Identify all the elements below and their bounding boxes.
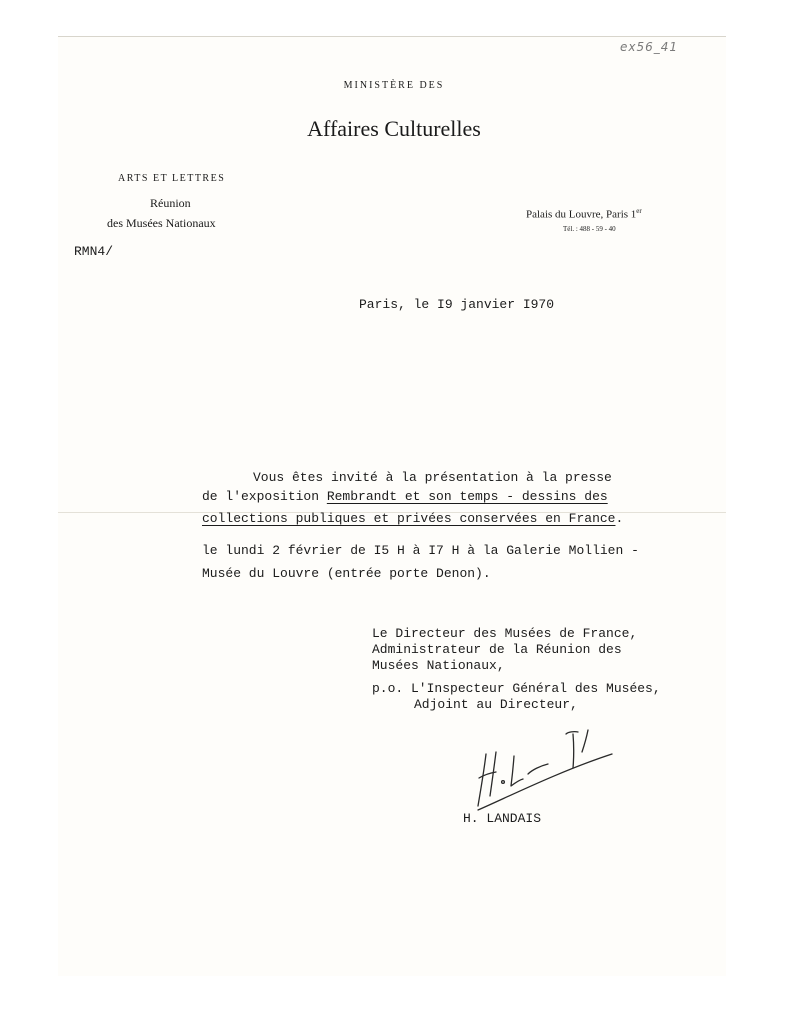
body-line-5: Musée du Louvre (entrée porte Denon). <box>202 566 491 581</box>
address-superscript: er <box>636 207 642 215</box>
handwritten-signature <box>470 726 620 818</box>
body-line-4: le lundi 2 février de I5 H à I7 H à la Galerie Mollien - <box>202 543 639 558</box>
exhibition-title-part-2: collections publiques et privées conservées en France <box>202 511 616 526</box>
department-subtitle-2: des Musées Nationaux <box>107 216 216 230</box>
phone-number: Tél. : 488 - 59 - 40 <box>563 225 616 233</box>
signatory-title-3: Musées Nationaux, <box>372 658 505 673</box>
archive-reference: ex56_41 <box>620 40 679 54</box>
letter-date: Paris, le I9 janvier I970 <box>359 297 555 312</box>
address-text: Palais du Louvre, Paris 1 <box>526 208 637 221</box>
department-subtitle-1: Réunion <box>150 196 191 210</box>
body-line-1: Vous êtes invité à la présentation à la presse <box>253 470 612 485</box>
signatory-title-5: Adjoint au Directeur, <box>414 697 578 712</box>
signatory-title-2: Administrateur de la Réunion des <box>372 642 622 657</box>
postal-address <box>526 207 642 221</box>
ministry-header-title: Affaires Culturelles <box>307 116 481 141</box>
page-top-edge <box>58 36 726 37</box>
department-name: ARTS ET LETTRES <box>118 173 226 184</box>
body-line-2-prefix: de l'exposition <box>202 489 327 504</box>
exhibition-title-part-1: Rembrandt et son temps - dessins des <box>326 489 608 504</box>
reference-code: RMN4/ <box>74 244 114 259</box>
ministry-header-small: MINISTÈRE DES <box>343 80 445 91</box>
body-line-2 <box>202 489 608 504</box>
signatory-name: H. LANDAIS <box>463 811 542 826</box>
body-line-3 <box>202 511 623 526</box>
signatory-title-4: p.o. L'Inspecteur Général des Musées, <box>372 681 661 696</box>
body-line-3-suffix: . <box>615 511 624 526</box>
signatory-title-1: Le Directeur des Musées de France, <box>372 626 638 641</box>
